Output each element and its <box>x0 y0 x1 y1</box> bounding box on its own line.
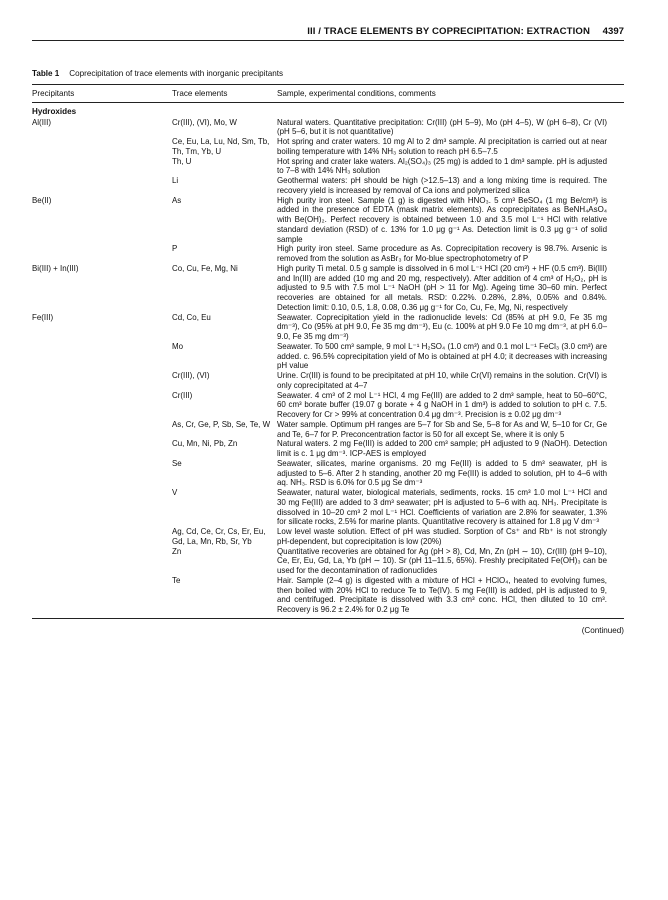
table-row <box>32 157 624 177</box>
table-row <box>32 547 624 576</box>
continued-note: (Continued) <box>581 625 624 635</box>
trace-elements-cell: Co, Cu, Fe, Mg, Ni <box>172 263 238 273</box>
precipitant-cell <box>32 157 172 177</box>
comment-cell: Urine. Cr(III) is found to be precipitated at pH 10, while Cr(VI) remains in the solution. Cr(VI) is only coprecipitated at 4–7 <box>277 371 607 390</box>
running-head-title: III / TRACE ELEMENTS BY COPRECIPITATION: EXTRACTION <box>307 26 590 37</box>
comment-cell: Hair. Sample (2–4 g) is digested with a mixture of HCl + HClO₄, heated to evolving fumes, then boiled with 20% HCl to reduce Te to Te(IV). 5 mg Fe(III) is added, pH is adjusted to 9, and centrifuged. Precipitate is dissolved with 3.3 cm³ conc. HCl, then diluted to 10 cm³. Recovery is 96.2 ± 2.4% for 0.2 μg Te <box>277 575 607 614</box>
table-row <box>32 176 624 196</box>
table-row <box>32 391 624 420</box>
table-row <box>32 371 624 391</box>
precipitant-cell <box>32 488 172 527</box>
table-body <box>32 118 624 615</box>
trace-elements-cell: Ce, Eu, La, Lu, Nd, Sm, Tb, Th, Tm, Yb, U <box>172 137 270 156</box>
table-row <box>32 488 624 527</box>
precipitant-cell <box>32 527 172 547</box>
trace-elements-cell: Zn <box>172 546 182 556</box>
precipitant-cell <box>32 244 172 264</box>
comment-cell: Hot spring and crater lake waters. Al₂(SO₄)₃ (25 mg) is added to 1 dm³ sample. pH is adjusted to 7–8 with 14% NH₃ solution <box>277 156 607 176</box>
table-row <box>32 527 624 547</box>
comment-cell: Seawater, natural water, biological materials, sediments, rocks. 15 cm³ 1.0 mol L⁻¹ HCl and 30 mg Fe(III) are added to 3 dm³ seawater; pH is adjusted to 5–6 with aq. NH₃. Precipitate is dissolved in 10–20 cm³ 2 mol L⁻¹ HCl. Coefficients of variation are 2.8% for seawater, 1.3% for silicate rocks, 2.5% for marine plants. Quantitative recovery is attained for 1.8 μg V dm⁻³ <box>277 488 607 527</box>
precipitant-cell <box>32 547 172 576</box>
table-caption-text: Coprecipitation of trace elements with inorganic precipitants <box>69 69 283 78</box>
comment-cell: Water sample. Optimum pH ranges are 5–7 for Sb and Se, 5–8 for As and W, 5–10 for Cr, Ge and Te, 6–7 for P. Preconcentration factor is 50 for all except Se, where it is only 5 <box>277 419 607 439</box>
comment-cell: Seawater. 4 cm³ of 2 mol L⁻¹ HCl, 4 mg Fe(III) are added to 2 dm³ sample, heat to 50–60°C, 60 cm³ borate buffer (19.07 g borate + 4 g NaOH in 1 dm³) is added to solution to pH c. 7.5. Recovery for Cr > 99% at concentration 0.4 μg dm⁻³. Precision is ± 0.02 μg dm⁻³ <box>277 390 607 419</box>
precipitant-cell <box>32 371 172 391</box>
comment-cell: Seawater, silicates, marine organisms. 20 mg Fe(III) is added to 5 dm³ seawater, pH is adjusted to 5–6. After 2 h standing, another 20 mg Fe(III) is added to solution, pH to 4–6 with aq. NH₃. RSD is 6.0% for 0.5 μg Se dm⁻³ <box>277 458 607 488</box>
table-caption <box>32 68 624 79</box>
table-bottom-rule <box>32 618 624 619</box>
comment-cell: Hot spring and crater waters. 10 mg Al to 2 dm³ sample. Al precipitation is carried out at near boiling temperature with 14% NH₃ solution to reach pH 6.5–7.5 <box>277 137 607 156</box>
table-row <box>32 244 624 264</box>
comment-cell: High purity Ti metal. 0.5 g sample is dissolved in 6 mol L⁻¹ HCl (20 cm³) + HF (0.5 cm³). Bi(III) and In(III) are added (10 mg and 20 mg, respectively). After addition of 4 cm³ of H₂O₂, pH is adjusted to 9.5 with 7.5 mol L⁻¹ NaOH (pH > 11 for Mg). Ageing time 30–60 min. Perfect recoveries are obtained for all metals. RSD: 0.22%. 0.28%, 2.8%, 0.05% and 0.84%. Detection limit: 0.10, 0.5, 1.8, 0.08, 0.36 μg g⁻¹ for Co, Cu, Fe, Mg, Ni, respectively <box>277 263 607 312</box>
trace-elements-cell: Th, U <box>172 156 192 166</box>
trace-elements-cell: As <box>172 195 182 205</box>
precipitant-cell: Be(II) <box>32 195 52 205</box>
comment-cell: High purity iron steel. Same procedure as As. Coprecipitation recovery is 98.7%. Arsenic is removed from the solution as AsBr₃ for Mo-blue spectrophotometry of P <box>277 244 607 263</box>
column-header-comments: Sample, experimental conditions, comments <box>277 89 436 98</box>
comment-cell: Seawater. Coprecipitation yield in the radionuclide levels: Cd (85% at pH 9.0, Fe 35 mg dm⁻³), Co (95% at pH 9.0, Fe 35 mg dm⁻³), Eu (c. 100% at pH 9.0 Fe 10 mg dm⁻³, at pH 6.0–9.0, Fe 35 mg dm⁻³) <box>277 312 607 341</box>
table-header-rule <box>32 102 624 103</box>
trace-elements-cell: As, Cr, Ge, P, Sb, Se, Te, W <box>172 419 271 429</box>
precipitant-cell: Fe(III) <box>32 312 54 322</box>
table-row <box>32 342 624 371</box>
table-row <box>32 420 624 440</box>
precipitant-cell <box>32 576 172 615</box>
comment-cell: Natural waters. Quantitative precipitation: Cr(III) (pH 5–9), Mo (pH 4–5), W (pH 6–8), Cr (VI) (pH 5–6, but it is not quantitative) <box>277 117 607 137</box>
table-header-row <box>32 85 624 102</box>
column-header-trace-elements: Trace elements <box>172 89 228 98</box>
precipitant-cell <box>32 439 172 459</box>
table-row <box>32 137 624 157</box>
precipitant-cell <box>32 176 172 196</box>
precipitant-cell <box>32 391 172 420</box>
section-heading: Hydroxides <box>32 107 77 116</box>
comment-cell: Natural waters. 2 mg Fe(III) is added to 200 cm³ sample; pH adjusted to 9 (NaOH). Detection limit is c. 1 μg dm⁻³. ICP-AES is employed <box>277 439 607 458</box>
trace-elements-cell: Cu, Mn, Ni, Pb, Zn <box>172 439 238 449</box>
table-row <box>32 439 624 459</box>
precipitant-cell <box>32 420 172 440</box>
comment-cell: Seawater. To 500 cm³ sample, 9 mol L⁻¹ H₂SO₄ (1.0 cm³) and 0.1 mol L⁻¹ FeCl₃ (3.0 cm³) are added. c. 96.5% coprecipitation yield of Mo is obtained at pH 4.0; it decreases with increasing pH value <box>277 341 607 371</box>
table-row <box>32 459 624 488</box>
comment-cell: Low level waste solution. Effect of pH was studied. Sorption of Cs⁺ and Rb⁺ is not strongly pH-dependent, but coprecipitation is low (20%) <box>277 527 607 546</box>
trace-elements-cell: Cr(III), (VI) <box>172 371 210 380</box>
table-row <box>32 576 624 615</box>
table-row <box>32 313 624 342</box>
trace-elements-cell: Cd, Co, Eu <box>172 312 211 322</box>
trace-elements-cell: Ag, Cd, Ce, Cr, Cs, Er, Eu, Gd, La, Mn, Rb, Sr, Yb <box>172 527 266 546</box>
trace-elements-cell: Cr(III), (VI), Mo, W <box>172 117 237 127</box>
trace-elements-cell: Cr(III) <box>172 390 193 400</box>
trace-elements-cell: V <box>172 488 178 497</box>
trace-elements-cell: P <box>172 244 178 254</box>
comment-cell: High purity iron steel. Sample (1 g) is digested with HNO₃. 5 cm³ BeSO₄ (1 mg Be/cm³) is added in the presence of EDTA (mask matrix elements). As coprecipitates as BeNH₄AsO₄ with Be(OH)₂. Perfect recovery is obtained between 1.0 and 3.5 mol L⁻¹ HCl with relative standard deviation (RSD) of c. 13% for 1.0 μg g⁻¹ As. Detection limit is 0.3 μg g⁻¹ of solid sample <box>277 195 607 244</box>
column-header-precipitants: Precipitants <box>32 89 75 98</box>
trace-elements-cell: Li <box>172 176 179 185</box>
precipitant-cell: Bi(III) + In(III) <box>32 263 79 273</box>
trace-elements-cell: Te <box>172 575 181 585</box>
table-row <box>32 118 624 138</box>
table-label: Table 1 <box>32 69 60 78</box>
precipitant-cell: Al(III) <box>32 117 51 127</box>
table-row <box>32 196 624 245</box>
trace-elements-cell: Se <box>172 458 182 468</box>
page <box>32 26 624 635</box>
page-number: 4397 <box>602 26 624 37</box>
precipitant-cell <box>32 342 172 371</box>
precipitant-cell <box>32 137 172 157</box>
table-row <box>32 264 624 313</box>
precipitant-cell <box>32 459 172 488</box>
comment-cell: Quantitative recoveries are obtained for Ag (pH > 8), Cd, Mn, Zn (pH ∼ 10), Cr(III) (pH 9–10), Ce, Er, Eu, Gd, La, Yb (pH ∼ 10). Sr (pH 11–11.5, 65%). Freshly precipitated Fe(OH)₃ can be used for the decontamination of radionuclides <box>277 546 607 575</box>
trace-elements-cell: Mo <box>172 341 184 351</box>
running-head <box>32 26 624 41</box>
comment-cell: Geothermal waters: pH should be high (>12.5–13) and a long mixing time is required. The recovery yield is increased by removal of Ca ions and polymerized silica <box>277 176 607 195</box>
